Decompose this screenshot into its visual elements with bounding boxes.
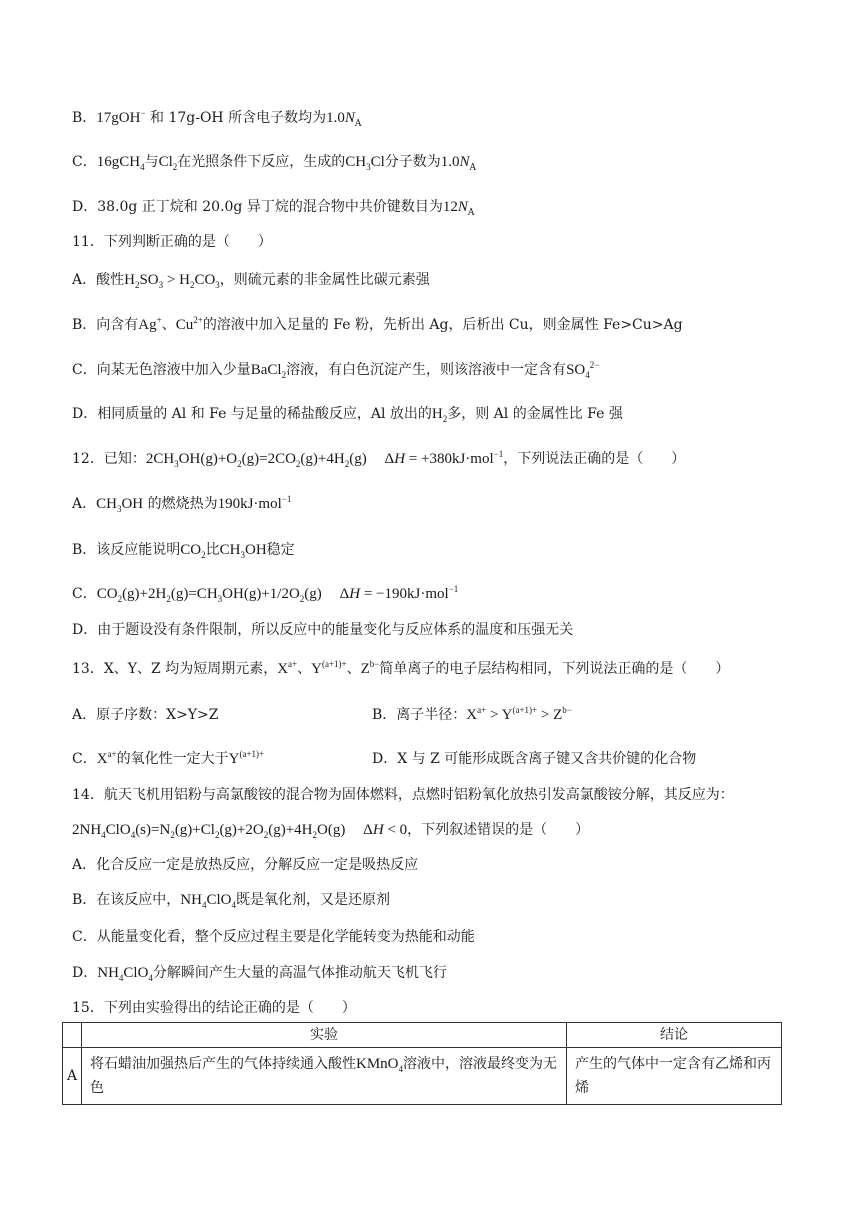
table-header-experiment: 实验 [82, 1023, 567, 1048]
table-header-conclusion: 结论 [567, 1023, 782, 1048]
q13-option-b: B．离子半径：$X^{a+} > Y^{(a+1)+} > Z^{b-}$ [372, 705, 572, 723]
q12-option-b: B．该反应能说明$CO_2$比$CH_3OH$稳定 [72, 542, 295, 560]
q10-option-b: B．17gOH− 和 17g-OH 所含电子数均为$1.0N_A$ [72, 108, 362, 129]
row-conclusion: 产生的气体中一定含有乙烯和丙烯 [567, 1048, 782, 1105]
q14-equation: $2NH_4ClO_4(s)=N_2(g)+Cl_2(g)+2O_2(g)+4H_2O(g)$ ΔH < 0，下列叙述错误的是（ ） [72, 822, 590, 840]
q12-option-a: A．$CH_3OH$ 的燃烧热为190kJ·mol$^{-1}$ [72, 494, 292, 514]
q15-stem: 15．下列由实验得出的结论正确的是（ ） [72, 1000, 356, 1016]
q12-option-d: D．由于题设没有条件限制，所以反应中的能量变化与反应体系的温度和压强无关 [72, 622, 574, 638]
table-header-label [63, 1023, 82, 1048]
q11-option-c: C．向某无色溶液中加入少量BaCl$_2$溶液，有白色沉淀产生，则该溶液中一定含有$SO_4^{2-}$ [72, 360, 600, 380]
q10-option-d: D．38.0g 正丁烷和 20.0g 异丁烷的混合物中共价键数目为$12N_A$ [72, 199, 475, 218]
q12-option-c: C．$CO_2(g)+2H_2(g)=CH_3OH(g)+1/2O_2(g)$ ΔH = −190kJ·mol$^{-1}$ [72, 584, 459, 604]
q14-option-a: A．化合反应一定是放热反应，分解反应一定是吸热反应 [72, 857, 419, 873]
table-header-row [63, 1023, 782, 1048]
q14-stem: 14．航天飞机用铝粉与高氯酸铵的混合物为固体燃料，点燃时铝粉氧化放热引发高氯酸铵分解，其反应为： [72, 787, 734, 803]
q14-option-c: C．从能量变化看，整个反应过程主要是化学能转变为热能和动能 [72, 929, 475, 945]
q13-stem: 13．X、Y、Z 均为短周期元素，$X^{a+}$、$Y^{(a+1)+}$、$Z^{b-}$简单离子的电子层结构相同，下列说法正确的是（ ） [72, 659, 730, 677]
q13-option-c: C．$X^{a+}$的氧化性一定大于$Y^{(a+1)+}$ [72, 749, 265, 767]
q14-option-d: D．$NH_4ClO_4$分解瞬间产生大量的高温气体推动航天飞机飞行 [72, 965, 447, 983]
q13-option-d: D．X 与 Z 可能形成既含离子键又含共价键的化合物 [372, 751, 697, 767]
q13-option-a: A．原子序数：X>Y>Z [72, 707, 219, 723]
q10-option-c: C．16gCH$_4$与$Cl_2$在光照条件下反应，生成的$CH_3Cl$分子数为$1.0N_A$ [72, 154, 477, 173]
table-row [63, 1048, 782, 1105]
row-experiment: 将石蜡油加强热后产生的气体持续通入酸性KMnO$_4$溶液中，溶液最终变为无色 [82, 1048, 567, 1105]
q11-option-d: D．相同质量的 Al 和 Fe 与足量的稀盐酸反应，Al 放出的$H_2$多，则 Al 的金属性比 Fe 强 [72, 406, 623, 424]
q11-option-a: A．酸性$H_2SO_3 > H_2CO_3$，则硫元素的非金属性比碳元素强 [72, 272, 430, 290]
row-label: A [63, 1048, 82, 1105]
q14-option-b: B．在该反应中，$NH_4ClO_4$既是氧化剂，又是还原剂 [72, 892, 390, 910]
q15-table [62, 1022, 782, 1105]
q12-stem: 12．已知：$2CH_3OH(g)+O_2(g)=2CO_2(g)+4H_2(g)$ ΔH = +380kJ·mol$^{-1}$，下列说法正确的是（ ） [72, 449, 686, 469]
q11-option-b: B．向含有Ag+、$Cu^{2+}$的溶液中加入足量的 Fe 粉，先析出 Ag，后析出 Cu，则金属性 Fe>Cu>Ag [72, 315, 683, 333]
q11-stem: 11．下列判断正确的是（ ） [72, 234, 272, 250]
